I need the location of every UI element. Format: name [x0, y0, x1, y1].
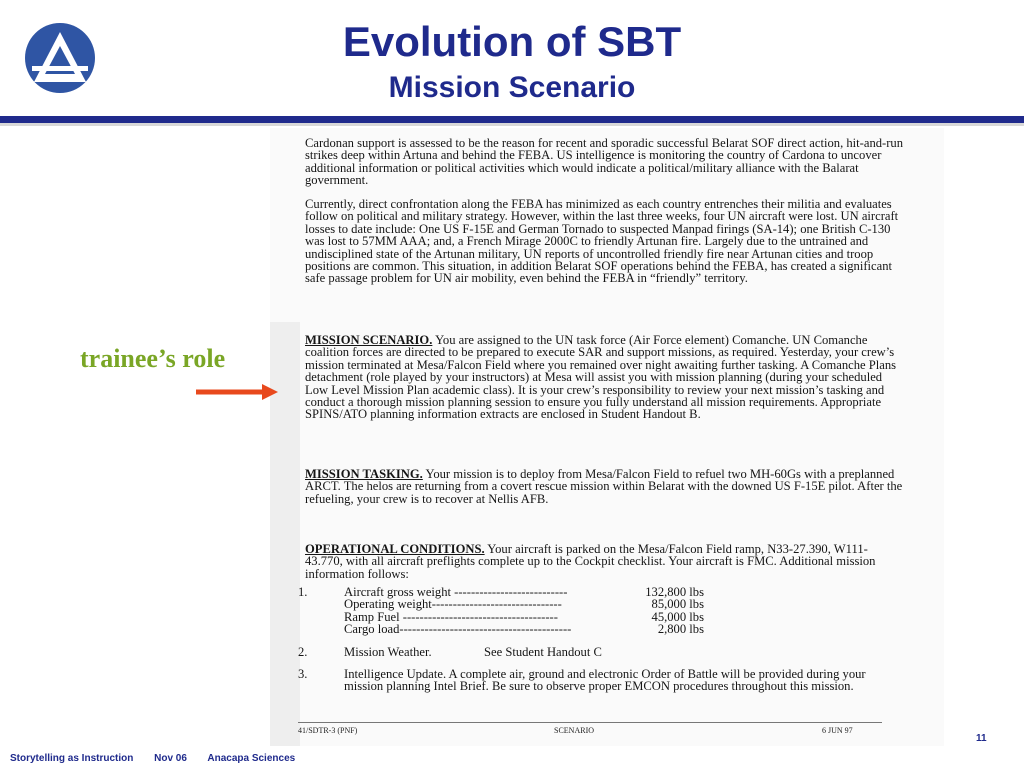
operational-conditions-text: Your aircraft is parked on the Mesa/Falcon Field ramp, N33-27.390, W111-43.770, with all aircraft preflights complete up to the Cockpit checklist. Your aircraft is FMC. Additional mission information follows:	[305, 542, 876, 581]
weight-value: 132,800 lbs	[645, 585, 704, 599]
list-number: 3.	[298, 667, 308, 682]
weight-row	[344, 598, 704, 610]
list-number: 1.	[298, 585, 308, 599]
operational-conditions-section	[305, 543, 905, 580]
footer-organization: Anacapa Sciences	[207, 753, 296, 764]
footer-course: Storytelling as Instruction	[10, 753, 134, 764]
title-divider	[0, 116, 1024, 123]
weather-value: See Student Handout C	[484, 644, 602, 659]
mission-scenario-section	[305, 334, 905, 421]
footer-date: Nov 06	[154, 753, 187, 764]
mission-scenario-text: You are assigned to the UN task force (Air Force element) Comanche. UN Comanche coalition forces are directed to be prepared to execute SAR and support missions, as required. Yesterday, your crew’s mission terminated at Mesa/Falcon Field where you remained over night awaiting further tasking. A Comanche Plans detachment (role played by your instructors) at Mesa will assist you with mission planning (during your scheduled Low Level Mission Plan academic class). It is your crew’s responsibility to review your next mission’s tasking and conduct a thorough mission planning session to ensure you fully understand all mission requirements. Appropriate SPINS/ATO planning information extracts are enclosed in Student Handout B.	[305, 333, 897, 422]
document-footer-center: SCENARIO	[554, 726, 595, 735]
mission-tasking-heading: MISSION TASKING.	[305, 467, 423, 481]
weights-table	[344, 586, 704, 636]
slide-footer	[10, 753, 313, 764]
weight-row	[344, 623, 704, 635]
weight-label: Aircraft gross weight ---------------------------	[344, 585, 568, 599]
slide-subtitle: Mission Scenario	[388, 71, 636, 104]
list-item	[298, 668, 918, 693]
doc-paragraph-1: Cardonan support is assessed to be the reason for recent and sporadic successful Belarat SOF direct action, hit-and-run strikes deep within Artuna and behind the FEBA. US intelligence is monitoring the country of Cardona to uncover additional information or political activities which would indicate a political/military alliance with the Balarat government.	[305, 136, 904, 188]
operational-conditions-heading: OPERATIONAL CONDITIONS.	[305, 542, 485, 556]
document-footer-right: 6 JUN 97	[822, 726, 853, 735]
weather-label: Mission Weather.	[344, 644, 432, 659]
page-number: 11	[976, 733, 987, 744]
slide-title: Evolution of SBT	[342, 18, 682, 65]
weight-label: Cargo load-----------------------------------------	[344, 622, 572, 637]
list-item	[298, 646, 918, 658]
weight-value: 2,800 lbs	[657, 622, 704, 637]
document-footer-rule	[298, 722, 882, 723]
document-footer-left: 41/SDTR-3 (PNF)	[298, 726, 358, 735]
triangle-logo-icon	[24, 22, 96, 94]
arrow-right-icon	[196, 382, 280, 402]
mission-scenario-heading: MISSION SCENARIO.	[305, 333, 433, 347]
weight-label: Ramp Fuel -------------------------------------	[344, 609, 558, 624]
doc-paragraph-2: Currently, direct confrontation along the FEBA has minimized as each country entrenches their militia and evaluates follow on political and military strategy. However, within the last three weeks, four UN aircraft were lost. UN aircraft losses to date include: One US F-15E and German Tornado to suspected Manpad firings (SA-14); one British C-130 was lost to 57MM AAA; and, a French Mirage 2000C to friendly Artunan fire. Largely due to the untrained and undisciplined state of the Artunan military, UN reports of uncontrolled friendly fire near Artunan cities and troop positions are common. This situation, in addition Belarat SOF operations behind the FEBA, has created a significant safe passage problem for UN air mobility, even behind the FEBA in “friendly” territory.	[305, 197, 899, 286]
weight-value: 45,000 lbs	[651, 609, 704, 624]
intel-update-text: Intelligence Update. A complete air, ground and electronic Order of Battle will be provided during your mission planning Intel Brief. Be sure to observe proper EMCON procedures throughout this mission.	[344, 667, 866, 694]
mission-tasking-section	[305, 468, 905, 505]
list-item	[298, 586, 918, 636]
weight-value: 85,000 lbs	[651, 597, 704, 612]
list-number: 2.	[298, 644, 308, 659]
weight-label: Operating weight-------------------------------	[344, 597, 562, 612]
conditions-list	[298, 586, 918, 693]
trainee-role-callout: trainee’s role	[80, 344, 226, 373]
mission-tasking-text: Your mission is to deploy from Mesa/Falcon Field to refuel two MH-60Gs with a preplanned ARCT. The helos are returning from a covert rescue mission within Belarat with the downed US F-15E pilot. After the refueling, your crew is to recover at Nellis AFB.	[305, 467, 903, 506]
title-divider-shadow	[0, 123, 1024, 126]
